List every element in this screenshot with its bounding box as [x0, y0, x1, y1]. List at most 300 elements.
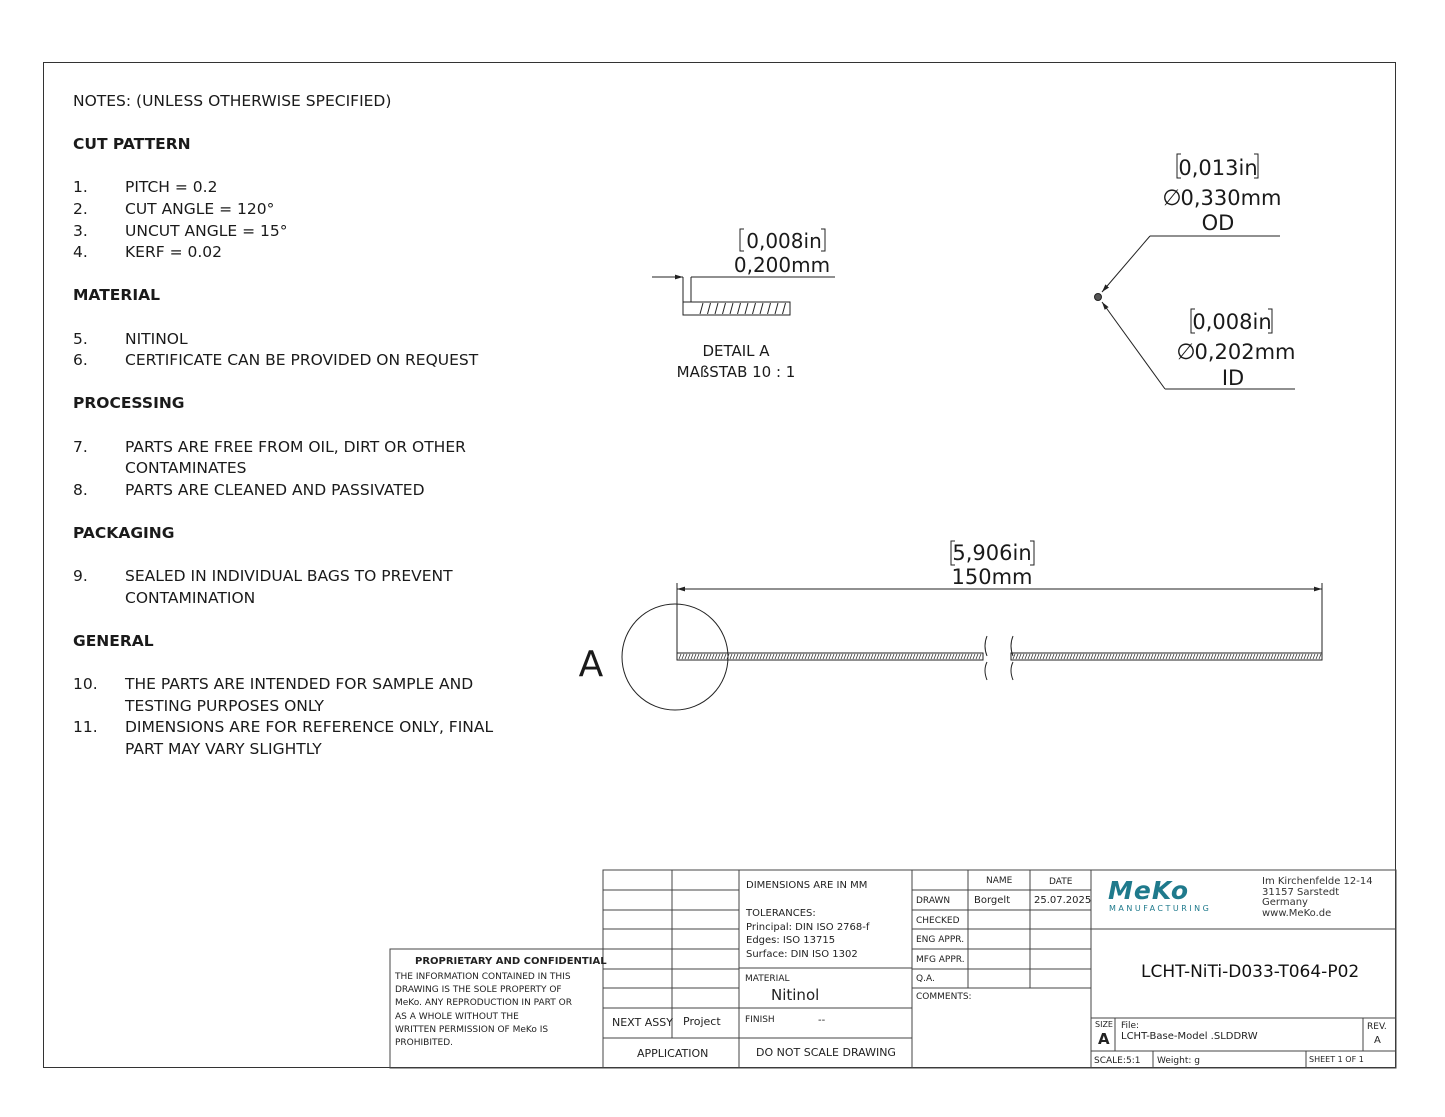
next-assy-label: NEXT ASSY: [612, 1016, 673, 1029]
hatch-line: [766, 654, 768, 659]
hatch-line: [1232, 654, 1234, 659]
hatch-line: [685, 654, 687, 659]
tube-hatch: [679, 654, 1321, 659]
hatch-line: [805, 654, 807, 659]
address-line: www.MeKo.de: [1262, 907, 1332, 919]
section-heading-cut-pattern: CUT PATTERN: [73, 135, 191, 154]
hatch-line: [1136, 654, 1138, 659]
project-value: Project: [683, 1015, 721, 1028]
hatch-line: [1238, 654, 1240, 659]
hatch-line: [1187, 654, 1189, 659]
hatch-line: [1061, 654, 1063, 659]
id-dim-mm: 0,202mm: [1194, 340, 1296, 364]
hatch-line: [1127, 654, 1129, 659]
row-label-drawn: DRAWN: [916, 896, 951, 906]
hatch-line: [907, 654, 909, 659]
proprietary-line: THE INFORMATION CONTAINED IN THIS: [395, 972, 571, 982]
drawn-date: 25.07.2025: [1034, 895, 1092, 906]
hatch-line: [1211, 654, 1213, 659]
hatch-line: [901, 654, 903, 659]
hatch-line: [859, 654, 861, 659]
note-number: 9.: [73, 567, 88, 586]
hatch-line: [928, 654, 930, 659]
hatch-line: [949, 654, 951, 659]
hatch-line: [1277, 654, 1279, 659]
hatch-line: [961, 654, 963, 659]
hatch-line: [712, 654, 714, 659]
hatch-line: [823, 654, 825, 659]
section-heading-packaging: PACKAGING: [73, 523, 175, 542]
hatch-line: [775, 303, 778, 314]
notes-title: NOTES: (UNLESS OTHERWISE SPECIFIED): [73, 92, 392, 110]
hatch-line: [1115, 654, 1117, 659]
row-label-checked: CHECKED: [916, 916, 960, 926]
hatch-line: [1295, 654, 1297, 659]
hatch-line: [976, 654, 978, 659]
hatch-line: [1274, 654, 1276, 659]
hatch-line: [1157, 654, 1159, 659]
hatch-line: [1121, 654, 1123, 659]
hatch-line: [871, 654, 873, 659]
hatch-line: [700, 303, 703, 314]
hatch-line: [1226, 654, 1228, 659]
hatch-line: [1307, 654, 1309, 659]
hatch-line: [1139, 654, 1141, 659]
hatch-line: [738, 303, 741, 314]
hatch-line: [724, 654, 726, 659]
od-dim-mm: 0,330mm: [1180, 186, 1282, 210]
hatch-line: [1109, 654, 1111, 659]
hatch-line: [745, 303, 748, 314]
hatch-line: [904, 654, 906, 659]
material-value: Nitinol: [771, 986, 820, 1004]
detail-scale: MAßSTAB 10 : 1: [676, 363, 796, 381]
length-dim-mm: 150mm: [951, 565, 1033, 589]
hatch-line: [1019, 654, 1021, 659]
hatch-line: [1040, 654, 1042, 659]
hatch-line: [768, 303, 771, 314]
hatch-line: [1271, 654, 1273, 659]
finish-value: --: [818, 1015, 826, 1026]
hatch-line: [1259, 654, 1261, 659]
hatch-line: [925, 654, 927, 659]
hatch-line: [1028, 654, 1030, 659]
hatch-line: [1124, 654, 1126, 659]
hatch-line: [1292, 654, 1294, 659]
hatch-line: [733, 654, 735, 659]
hatch-line: [922, 654, 924, 659]
file-label: File:: [1121, 1021, 1140, 1031]
hatch-line: [820, 654, 822, 659]
break-line-icon: [985, 636, 987, 680]
hatch-line: [847, 654, 849, 659]
hatch-line: [781, 654, 783, 659]
hatch-line: [1067, 654, 1069, 659]
note-text: NITINOL: [125, 329, 188, 348]
hatch-line: [1049, 654, 1051, 659]
hatch-line: [1025, 654, 1027, 659]
hatch-line: [967, 654, 969, 659]
hatch-line: [1022, 654, 1024, 659]
hatch-line: [1208, 654, 1210, 659]
hatch-line: [691, 654, 693, 659]
company-logo-subtitle: MANUFACTURING: [1109, 904, 1212, 913]
hatch-line: [1058, 654, 1060, 659]
hatch-line: [952, 654, 954, 659]
hatch-line: [799, 654, 801, 659]
hatch-line: [898, 654, 900, 659]
address-line: Germany: [1262, 897, 1308, 908]
hatch-line: [1199, 654, 1201, 659]
dimensions-note: DIMENSIONS ARE IN MM: [746, 880, 868, 891]
hatch-line: [832, 654, 834, 659]
hatch-line: [1106, 654, 1108, 659]
hatch-line: [1241, 654, 1243, 659]
hatch-line: [1214, 654, 1216, 659]
hatch-line: [1052, 654, 1054, 659]
hatch-line: [730, 654, 732, 659]
hatch-line: [703, 654, 705, 659]
note-number: 10.: [73, 675, 98, 694]
hatch-line: [916, 654, 918, 659]
od-label: OD: [1201, 211, 1235, 235]
hatch-line: [796, 654, 798, 659]
hatch-line: [838, 654, 840, 659]
hatch-line: [856, 654, 858, 659]
hatch-line: [1196, 654, 1198, 659]
hatch-line: [970, 654, 972, 659]
hatch-line: [1130, 654, 1132, 659]
hatch-line: [700, 654, 702, 659]
hatch-line: [679, 654, 681, 659]
hatch-line: [1298, 654, 1300, 659]
hatch-line: [865, 654, 867, 659]
hatch-line: [1142, 654, 1144, 659]
hatch-line: [1289, 654, 1291, 659]
part-number: LCHT-NiTi-D033-T064-P02: [1141, 962, 1360, 982]
rev-value: A: [1374, 1035, 1381, 1046]
hatch-line: [1070, 654, 1072, 659]
proprietary-heading: PROPRIETARY AND CONFIDENTIAL: [415, 956, 607, 967]
hatch-line: [760, 654, 762, 659]
section-heading-processing: PROCESSING: [73, 394, 185, 413]
note-number: 5.: [73, 329, 88, 348]
detail-a-tube-section: [683, 302, 790, 315]
hatch-line: [844, 654, 846, 659]
hatch-line: [1046, 654, 1048, 659]
hatch-line: [1262, 654, 1264, 659]
note-text: CUT ANGLE = 120°: [125, 199, 275, 218]
hatch-line: [1034, 654, 1036, 659]
hatch-line: [760, 303, 763, 314]
diameter-icon: ∅: [1176, 340, 1196, 365]
hatch-line: [946, 654, 948, 659]
sheet-number: SHEET 1 OF 1: [1309, 1055, 1364, 1064]
hatch-line: [835, 654, 837, 659]
hatch-line: [1073, 654, 1075, 659]
scale-label: SCALE:: [1094, 1056, 1126, 1066]
note-number: 4.: [73, 243, 88, 262]
proprietary-line: PROHIBITED.: [395, 1038, 453, 1049]
hatch-line: [964, 654, 966, 659]
hatch-line: [1220, 654, 1222, 659]
hatch-line: [874, 654, 876, 659]
hatch-line: [919, 654, 921, 659]
hatch-line: [1181, 654, 1183, 659]
hatch-line: [1145, 654, 1147, 659]
hatch-line: [958, 654, 960, 659]
note-number: 7.: [73, 437, 88, 456]
hatch-line: [1079, 654, 1081, 659]
name-header: NAME: [986, 876, 1013, 886]
note-number: 8.: [73, 480, 88, 499]
company-logo: MeKo: [1108, 876, 1190, 905]
tolerance-line: Principal: DIN ISO 2768-f: [746, 921, 870, 933]
hatch-line: [721, 654, 723, 659]
row-label-mfg-appr: MFG APPR.: [916, 955, 965, 965]
hatch-line: [802, 654, 804, 659]
hatch-line: [694, 654, 696, 659]
date-header: DATE: [1049, 877, 1073, 887]
size-label: SIZE: [1095, 1020, 1113, 1029]
hatch-line: [1031, 654, 1033, 659]
hatch-line: [1268, 654, 1270, 659]
hatch-line: [783, 303, 786, 314]
hatch-line: [736, 654, 738, 659]
hatch-line: [772, 654, 774, 659]
hatch-line: [753, 303, 756, 314]
hatch-line: [889, 654, 891, 659]
hatch-line: [1244, 654, 1246, 659]
hatch-line: [1265, 654, 1267, 659]
hatch-line: [1190, 654, 1192, 659]
hatch-line: [829, 654, 831, 659]
hatch-line: [754, 654, 756, 659]
hatch-line: [1043, 654, 1045, 659]
hatch-line: [706, 654, 708, 659]
proprietary-line: AS A WHOLE WITHOUT THE: [395, 1011, 519, 1022]
hatch-line: [862, 654, 864, 659]
hatch-line: [1091, 654, 1093, 659]
hatch-line: [1229, 654, 1231, 659]
hatch-line: [1118, 654, 1120, 659]
hatch-line: [1166, 654, 1168, 659]
note-text: PARTS ARE FREE FROM OIL, DIRT OR OTHER CONTAMINATES: [125, 437, 466, 478]
hatch-line: [1169, 654, 1171, 659]
hatch-line: [1175, 654, 1177, 659]
detail-dim-mm: 0,200mm: [733, 253, 831, 277]
hatch-line: [808, 654, 810, 659]
hatch-line: [1151, 654, 1153, 659]
note-number: 3.: [73, 221, 88, 240]
hatch-line: [1250, 654, 1252, 659]
proprietary-line: MeKo. ANY REPRODUCTION IN PART OR: [395, 998, 572, 1009]
hatch-line: [778, 654, 780, 659]
hatch-line: [1085, 654, 1087, 659]
comments-label: COMMENTS:: [916, 992, 972, 1002]
hatch-line: [1280, 654, 1282, 659]
size-value: A: [1098, 1030, 1110, 1048]
section-heading-general: GENERAL: [73, 631, 154, 650]
note-text: PITCH = 0.2: [125, 178, 218, 197]
hatch-line: [715, 654, 717, 659]
hatch-line: [817, 654, 819, 659]
note-number: 2.: [73, 199, 88, 218]
hatch-line: [1184, 654, 1186, 659]
hatch-line: [979, 654, 981, 659]
hatch-line: [826, 654, 828, 659]
tolerances-block: [746, 907, 869, 961]
section-heading-material: MATERIAL: [73, 286, 160, 305]
hatch-line: [1112, 654, 1114, 659]
hatch-line: [745, 654, 747, 659]
hatch-line: [1160, 654, 1162, 659]
id-dim-inch: 0,008in: [1192, 310, 1272, 334]
hatch-line: [739, 654, 741, 659]
finish-label: FINISH: [745, 1015, 775, 1025]
hatch-line: [748, 654, 750, 659]
hatch-line: [718, 654, 720, 659]
hatch-line: [793, 654, 795, 659]
hatch-line: [1217, 654, 1219, 659]
tube-cross-section: [1095, 294, 1102, 301]
tolerance-line: TOLERANCES:: [746, 908, 816, 919]
hatch-line: [757, 654, 759, 659]
hatch-line: [1094, 654, 1096, 659]
note-text: SEALED IN INDIVIDUAL BAGS TO PREVENT CONTAMINATION: [125, 567, 453, 607]
hatch-line: [709, 654, 711, 659]
hatch-line: [1205, 654, 1207, 659]
hatch-line: [1304, 654, 1306, 659]
note-text: UNCUT ANGLE = 15°: [125, 221, 288, 240]
hatch-line: [697, 654, 699, 659]
tolerance-line: Surface: DIN ISO 1302: [746, 948, 858, 960]
material-label: MATERIAL: [745, 974, 790, 984]
hatch-line: [1037, 654, 1039, 659]
note-number: 6.: [73, 351, 88, 370]
tolerance-line: Edges: ISO 13715: [746, 935, 836, 946]
hatch-line: [1310, 654, 1312, 659]
hatch-line: [708, 303, 711, 314]
drawn-name: Borgelt: [974, 895, 1011, 906]
hatch-line: [850, 654, 852, 659]
company-address: [1262, 877, 1373, 919]
hatch-line: [1016, 654, 1018, 659]
hatch-line: [883, 654, 885, 659]
file-value: LCHT-Base-Model .SLDDRW: [1121, 1031, 1258, 1042]
hatch-line: [1163, 654, 1165, 659]
hatch-line: [715, 303, 718, 314]
hatch-line: [1301, 654, 1303, 659]
note-text: PARTS ARE CLEANED AND PASSIVATED: [125, 480, 425, 499]
detail-callout-circle: [622, 604, 728, 710]
hatch-line: [880, 654, 882, 659]
proprietary-line: WRITTEN PERMISSION OF MeKo IS: [395, 1024, 549, 1035]
hatch-line: [787, 654, 789, 659]
address-line: 31157 Sarstedt: [1262, 886, 1340, 898]
hatch-line: [1088, 654, 1090, 659]
hatch-line: [730, 303, 733, 314]
hatch-line: [769, 654, 771, 659]
row-label-eng-appr: ENG APPR.: [916, 935, 965, 945]
diameter-icon: ∅: [1162, 186, 1182, 211]
hatch-line: [1172, 654, 1174, 659]
hatch-line: [868, 654, 870, 659]
weight-field: Weight: g: [1157, 1056, 1200, 1066]
hatch-line: [1256, 654, 1258, 659]
hatch-line: [1235, 654, 1237, 659]
hatch-line: [1223, 654, 1225, 659]
id-label: ID: [1221, 366, 1245, 390]
length-dim-inch: 5,906in: [952, 541, 1032, 565]
hatch-line: [1193, 654, 1195, 659]
hatch-line: [1064, 654, 1066, 659]
note-text: DIMENSIONS ARE FOR REFERENCE ONLY, FINAL PART MAY VARY SLIGHTLY: [125, 718, 494, 758]
hatch-line: [790, 654, 792, 659]
detail-letter: A: [578, 644, 604, 685]
hatch-line: [1313, 654, 1315, 659]
hatch-line: [895, 654, 897, 659]
note-text: CERTIFICATE CAN BE PROVIDED ON REQUEST: [125, 351, 479, 370]
hatch-line: [1247, 654, 1249, 659]
note-text: KERF = 0.02: [125, 243, 222, 262]
proprietary-line: DRAWING IS THE SOLE PROPERTY OF: [395, 985, 562, 996]
hatch-line: [742, 654, 744, 659]
hatch-line: [723, 303, 726, 314]
hatch-line: [934, 654, 936, 659]
hatch-line: [1286, 654, 1288, 659]
hatch-line: [1154, 654, 1156, 659]
hatch-line: [973, 654, 975, 659]
hatch-line: [1013, 654, 1015, 659]
detail-dim-inch: 0,008in: [746, 229, 822, 253]
hatch-line: [955, 654, 957, 659]
scale-value: 5:1: [1126, 1056, 1141, 1066]
hatch-line: [877, 654, 879, 659]
hatch-line: [1133, 654, 1135, 659]
hatch-line: [1055, 654, 1057, 659]
hatch-line: [853, 654, 855, 659]
hatch-line: [1319, 654, 1321, 659]
od-dim-inch: 0,013in: [1178, 156, 1258, 180]
hatch-line: [811, 654, 813, 659]
hatch-line: [1076, 654, 1078, 659]
hatch-line: [1202, 654, 1204, 659]
address-line: Im Kirchenfelde 12-14: [1262, 876, 1373, 887]
proprietary-text: [395, 971, 572, 1050]
hatch-line: [751, 654, 753, 659]
hatch-line: [1178, 654, 1180, 659]
hatch-line: [1316, 654, 1318, 659]
hatch-line: [913, 654, 915, 659]
hatch-line: [886, 654, 888, 659]
hatch-line: [910, 654, 912, 659]
hatch-line: [1283, 654, 1285, 659]
row-label-qa: Q.A.: [916, 974, 935, 984]
hatch-line: [688, 654, 690, 659]
hatch-line: [940, 654, 942, 659]
hatch-line: [763, 654, 765, 659]
hatch-line: [682, 654, 684, 659]
hatch-line: [892, 654, 894, 659]
hatch-line: [1097, 654, 1099, 659]
rev-label: REV.: [1367, 1022, 1387, 1032]
application-label: APPLICATION: [637, 1047, 709, 1060]
hatch-line: [1100, 654, 1102, 659]
detail-a-hatch: [700, 303, 786, 314]
hatch-line: [1082, 654, 1084, 659]
note-number: 11.: [73, 718, 98, 737]
